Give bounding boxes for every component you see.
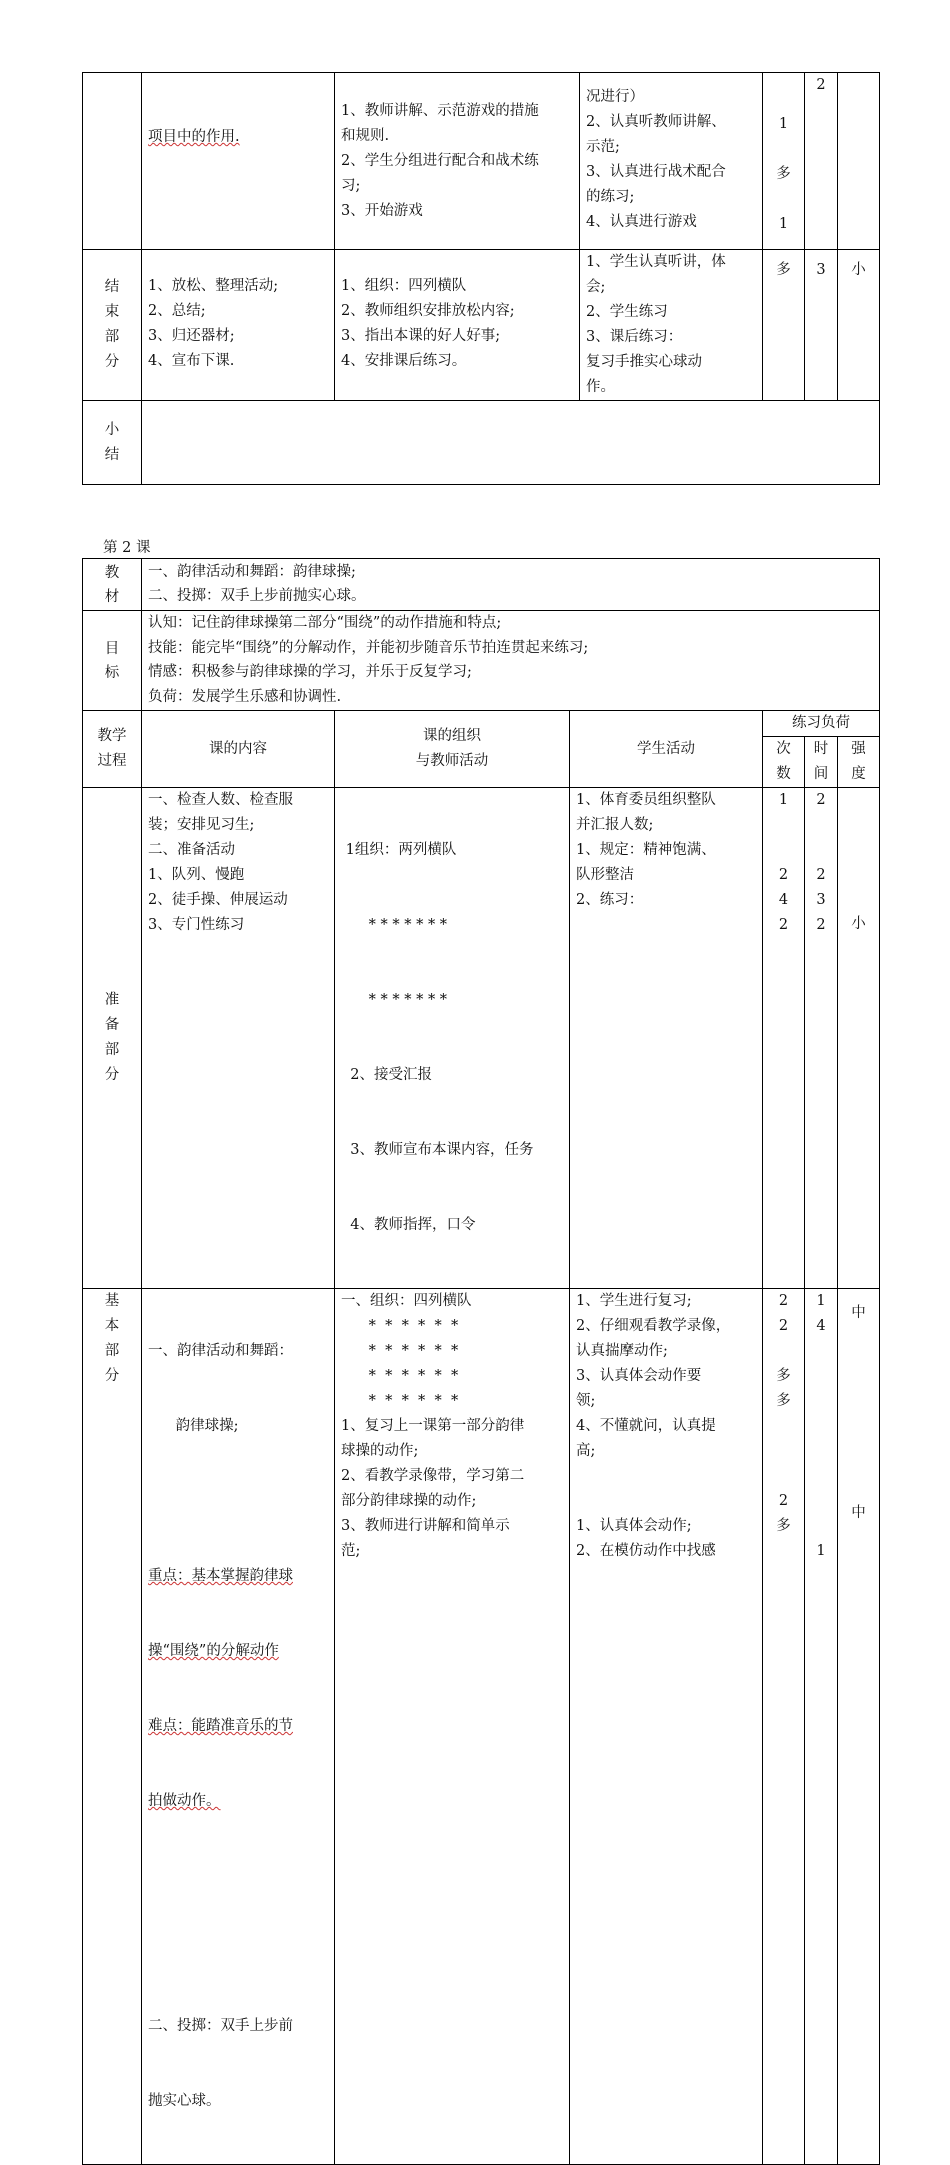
content-line: 1、队列、慢跑 bbox=[148, 867, 245, 883]
student-line: 高; bbox=[576, 1443, 596, 1459]
material-row bbox=[83, 559, 880, 611]
content-line: 难点：能踏准音乐的节 bbox=[148, 1718, 293, 1734]
time-value: 1 bbox=[816, 1293, 826, 1309]
header-text: 度 bbox=[851, 766, 866, 782]
time-value: 3 bbox=[816, 262, 826, 278]
label-char: 材 bbox=[104, 588, 120, 605]
org-line: 2、接受汇报 bbox=[341, 1067, 432, 1083]
org-line: 部分韵律球操的动作; bbox=[341, 1493, 477, 1509]
student-line: 2、学生练习 bbox=[586, 304, 668, 320]
count-value: 2 bbox=[778, 1293, 789, 1309]
header-text: 强 bbox=[851, 741, 866, 757]
time-value: 2 bbox=[816, 867, 826, 883]
org-line: 1、教师讲解、示范游戏的措施 bbox=[341, 103, 539, 119]
time-value: 4 bbox=[816, 1318, 826, 1334]
header-content bbox=[142, 711, 335, 788]
time-value bbox=[805, 1364, 837, 1389]
content-line bbox=[148, 1939, 328, 1964]
content-line: 拍做动作。 bbox=[148, 1793, 221, 1809]
goal-label bbox=[83, 611, 142, 711]
org-line: 1组织：两列横队 bbox=[341, 842, 457, 858]
content-line: 一、检查人数、检查服 bbox=[148, 792, 293, 808]
lesson1-table bbox=[82, 72, 880, 485]
label-char: 教 bbox=[104, 564, 120, 581]
student-line: 2、在模仿动作中找感 bbox=[576, 1543, 716, 1559]
ending-count bbox=[763, 250, 805, 401]
count-value: 多 bbox=[776, 1393, 791, 1409]
organization-cell bbox=[335, 73, 580, 250]
org-line: 2、教师组织安排放松内容; bbox=[341, 303, 515, 319]
ending-content bbox=[142, 250, 335, 401]
basic-student bbox=[570, 1289, 763, 2165]
intensity-cell bbox=[838, 73, 880, 250]
student-line: 1、学生认真听讲，体 bbox=[586, 254, 726, 270]
student-line: 作。 bbox=[586, 379, 615, 395]
label-char: 准 bbox=[104, 992, 120, 1008]
time-cell bbox=[805, 73, 838, 250]
student-line: 并汇报人数; bbox=[576, 817, 654, 833]
student-line: 的练习; bbox=[586, 189, 635, 205]
prep-time bbox=[805, 788, 838, 1289]
ending-row bbox=[83, 250, 880, 401]
org-line: 1、复习上一课第一部分韵律 bbox=[341, 1418, 525, 1434]
student-line: 1、体育委员组织整队 bbox=[576, 792, 716, 808]
label-char: 部 bbox=[104, 1343, 120, 1359]
count-value: 2 bbox=[778, 867, 789, 883]
header-text: 数 bbox=[776, 766, 791, 782]
student-line bbox=[576, 1464, 756, 1489]
content-line: 韵律球操; bbox=[148, 1418, 239, 1434]
basic-content bbox=[142, 1289, 335, 2165]
header-text: 练习负荷 bbox=[792, 715, 851, 731]
content-line: 一、韵律活动和舞蹈： bbox=[148, 1343, 293, 1359]
time-value bbox=[805, 838, 837, 863]
content-line: 1、放松、整理活动; bbox=[148, 278, 279, 294]
content-line: 二、投掷：双手上步前 bbox=[148, 2018, 293, 2034]
count-value bbox=[763, 838, 804, 863]
student-line: 4、不懂就问，认真提 bbox=[576, 1418, 716, 1434]
time-value bbox=[805, 1339, 837, 1364]
content-line: 2、总结; bbox=[148, 303, 206, 319]
formation-row: * * * * * * * bbox=[341, 992, 448, 1008]
content-line bbox=[148, 1489, 328, 1514]
label-char: 分 bbox=[104, 1067, 120, 1083]
label-char: 分 bbox=[104, 354, 120, 370]
header-text: 时 bbox=[813, 741, 829, 757]
count-value: 多 bbox=[776, 1368, 791, 1384]
content-line bbox=[148, 1864, 328, 1889]
intensity-value: 小 bbox=[851, 916, 866, 932]
time-value: 1 bbox=[816, 1543, 826, 1559]
goal-line: 负荷：发展学生乐感和协调性. bbox=[148, 688, 342, 705]
student-line: 复习手推实心球动 bbox=[586, 354, 702, 370]
content-line: 4、宣布下课. bbox=[148, 353, 235, 369]
count-value: 4 bbox=[778, 892, 789, 908]
org-line: 一、组织：四列横队 bbox=[341, 1293, 472, 1309]
time-value: 3 bbox=[816, 892, 826, 908]
ending-label bbox=[83, 250, 142, 401]
label-char: 本 bbox=[104, 1318, 120, 1334]
student-line: 1、学生进行复习; bbox=[576, 1293, 692, 1309]
goal-row bbox=[83, 611, 880, 711]
content-line: 3、专门性练习 bbox=[148, 917, 245, 933]
header-load bbox=[763, 711, 880, 737]
org-line: 和规则. bbox=[341, 128, 390, 144]
basic-row bbox=[83, 1289, 880, 2165]
prep-intensity bbox=[838, 788, 880, 1289]
ending-student bbox=[580, 250, 763, 401]
org-line: 习; bbox=[341, 178, 361, 194]
material-content bbox=[142, 559, 880, 611]
prep-row bbox=[83, 788, 880, 1289]
content-line: 装；安排见习生; bbox=[148, 817, 255, 833]
time-value: 2 bbox=[816, 77, 826, 93]
time-value bbox=[805, 1464, 837, 1489]
basic-label bbox=[83, 1289, 142, 2165]
label-char: 结 bbox=[104, 279, 120, 295]
org-line: 1、组织：四列横队 bbox=[341, 278, 467, 294]
count-value: 多 bbox=[776, 262, 791, 278]
content-line: 二、准备活动 bbox=[148, 842, 235, 858]
count-value bbox=[763, 1339, 804, 1364]
ending-time bbox=[805, 250, 838, 401]
student-line: 会; bbox=[586, 279, 606, 295]
student-cell bbox=[580, 73, 763, 250]
count-value bbox=[763, 1539, 804, 1564]
basic-time bbox=[805, 1289, 838, 2165]
prep-label bbox=[83, 788, 142, 1289]
student-line: 2、练习： bbox=[576, 892, 644, 908]
content-text: 项目中的作用. bbox=[148, 129, 240, 145]
time-value bbox=[805, 1414, 837, 1439]
formation-row: * * * * * * bbox=[341, 1343, 459, 1359]
count-cell bbox=[763, 73, 805, 250]
header-row bbox=[83, 711, 880, 737]
org-line: 范; bbox=[341, 1543, 361, 1559]
goal-line: 情感：积极参与韵律球操的学习，并乐于反复学习; bbox=[148, 664, 472, 680]
header-process bbox=[83, 711, 142, 788]
content-line: 操“围绕”的分解动作 bbox=[148, 1643, 279, 1659]
time-value bbox=[805, 813, 837, 838]
org-line: 球操的动作; bbox=[341, 1443, 419, 1459]
count-value: 1 bbox=[778, 116, 789, 132]
content-line: 2、徒手操、伸展运动 bbox=[148, 892, 288, 908]
header-text: 课的内容 bbox=[209, 740, 267, 757]
org-line: 3、开始游戏 bbox=[341, 203, 423, 219]
material-line: 一、韵律活动和舞蹈：韵律球操; bbox=[148, 564, 356, 580]
student-line: 领; bbox=[576, 1393, 596, 1409]
count-value: 1 bbox=[778, 792, 789, 808]
time-value bbox=[805, 1389, 837, 1414]
label-char: 分 bbox=[104, 1368, 120, 1384]
material-line: 二、投掷：双手上步前抛实心球。 bbox=[148, 588, 366, 604]
student-line: 3、课后练习： bbox=[586, 329, 683, 345]
org-line: 2、看教学录像带，学习第二 bbox=[341, 1468, 525, 1484]
student-line: 4、认真进行游戏 bbox=[586, 214, 697, 230]
summary-row bbox=[83, 401, 880, 485]
content-line: 重点：基本掌握韵律球 bbox=[148, 1568, 293, 1584]
continuation-row bbox=[83, 73, 880, 250]
org-line: 4、教师指挥，口令 bbox=[341, 1217, 476, 1233]
basic-count bbox=[763, 1289, 805, 2165]
header-text: 与教师活动 bbox=[415, 753, 489, 769]
header-text: 课的组织 bbox=[423, 728, 481, 744]
label-char: 部 bbox=[104, 329, 120, 345]
basic-intensity bbox=[838, 1289, 880, 2165]
content-line: 3、归还器材; bbox=[148, 328, 235, 344]
count-value bbox=[763, 1414, 804, 1439]
student-line: 3、认真体会动作要 bbox=[576, 1368, 702, 1384]
header-text: 间 bbox=[813, 766, 829, 782]
label-char: 目 bbox=[104, 640, 120, 657]
org-line: 3、教师进行讲解和简单示 bbox=[341, 1518, 510, 1534]
content-cell bbox=[142, 73, 335, 250]
count-value: 1 bbox=[778, 216, 789, 232]
goal-line: 认知：记住韵律球操第二部分“围绕”的动作措施和特点; bbox=[148, 615, 502, 631]
time-value bbox=[805, 1439, 837, 1464]
count-value: 多 bbox=[776, 166, 791, 182]
ending-intensity bbox=[838, 250, 880, 401]
intensity-value: 中 bbox=[851, 1305, 866, 1321]
student-line: 2、仔细观看教学录像， bbox=[576, 1318, 731, 1334]
org-line: 3、指出本课的好人好事; bbox=[341, 328, 501, 344]
formation-row: * * * * * * bbox=[341, 1318, 459, 1334]
org-line: 2、学生分组进行配合和战术练 bbox=[341, 153, 539, 169]
count-value bbox=[763, 1464, 804, 1489]
label-char: 标 bbox=[104, 664, 120, 681]
goal-content bbox=[142, 611, 880, 711]
label-char: 小 bbox=[104, 421, 120, 438]
content-line: 抛实心球。 bbox=[148, 2093, 221, 2109]
formation-row: * * * * * * bbox=[341, 1393, 459, 1409]
process-cell bbox=[83, 73, 142, 250]
label-char: 结 bbox=[104, 446, 120, 463]
student-line: 1、规定：精神饱满、 bbox=[576, 842, 716, 858]
prep-organization bbox=[335, 788, 570, 1289]
org-line: 3、教师宣布本课内容，任务 bbox=[341, 1142, 534, 1158]
prep-content bbox=[142, 788, 335, 1289]
student-line: 队形整洁 bbox=[576, 867, 634, 883]
header-time bbox=[805, 737, 838, 788]
header-text: 过程 bbox=[97, 753, 127, 769]
count-value: 2 bbox=[778, 1493, 789, 1509]
student-line bbox=[576, 1489, 756, 1514]
header-text: 教学 bbox=[97, 728, 127, 744]
student-line: 示范; bbox=[586, 139, 620, 155]
count-value: 多 bbox=[776, 1518, 791, 1534]
time-value bbox=[805, 1489, 837, 1514]
student-line: 1、认真体会动作; bbox=[576, 1518, 692, 1534]
formation-row: * * * * * * bbox=[341, 1368, 459, 1384]
label-char: 基 bbox=[104, 1293, 120, 1309]
student-line: 认真揣摩动作; bbox=[576, 1343, 668, 1359]
header-count bbox=[763, 737, 805, 788]
formation-row: * * * * * * * bbox=[341, 917, 448, 933]
count-value: 2 bbox=[778, 1318, 789, 1334]
goal-line: 技能：能完毕“围绕”的分解动作，并能初步随音乐节拍连贯起来练习; bbox=[148, 639, 589, 656]
org-line: 4、安排课后练习。 bbox=[341, 353, 467, 369]
lesson-title: 第 2 课 bbox=[103, 540, 151, 556]
intensity-value: 小 bbox=[851, 262, 866, 278]
header-student bbox=[570, 711, 763, 788]
header-organization bbox=[335, 711, 570, 788]
student-line: 3、认真进行战术配合 bbox=[586, 164, 726, 180]
ending-organization bbox=[335, 250, 580, 401]
prep-count bbox=[763, 788, 805, 1289]
count-value bbox=[763, 1439, 804, 1464]
label-char: 束 bbox=[104, 304, 120, 320]
material-label bbox=[83, 559, 142, 611]
header-intensity bbox=[838, 737, 880, 788]
student-line: 2、认真听教师讲解、 bbox=[586, 114, 726, 130]
time-value: 2 bbox=[816, 792, 826, 808]
prep-student bbox=[570, 788, 763, 1289]
lesson2-table bbox=[82, 558, 880, 2165]
label-char: 备 bbox=[104, 1017, 120, 1033]
label-char: 部 bbox=[104, 1042, 120, 1058]
summary-content bbox=[142, 401, 880, 485]
student-line: 况进行） bbox=[586, 89, 644, 105]
basic-organization bbox=[335, 1289, 570, 2165]
header-text: 学生活动 bbox=[637, 740, 695, 757]
time-value: 2 bbox=[816, 917, 826, 933]
count-value bbox=[763, 813, 804, 838]
intensity-value: 中 bbox=[851, 1505, 866, 1521]
summary-label bbox=[83, 401, 142, 485]
header-text: 次 bbox=[776, 741, 791, 757]
count-value: 2 bbox=[778, 917, 789, 933]
time-value bbox=[805, 1514, 837, 1539]
